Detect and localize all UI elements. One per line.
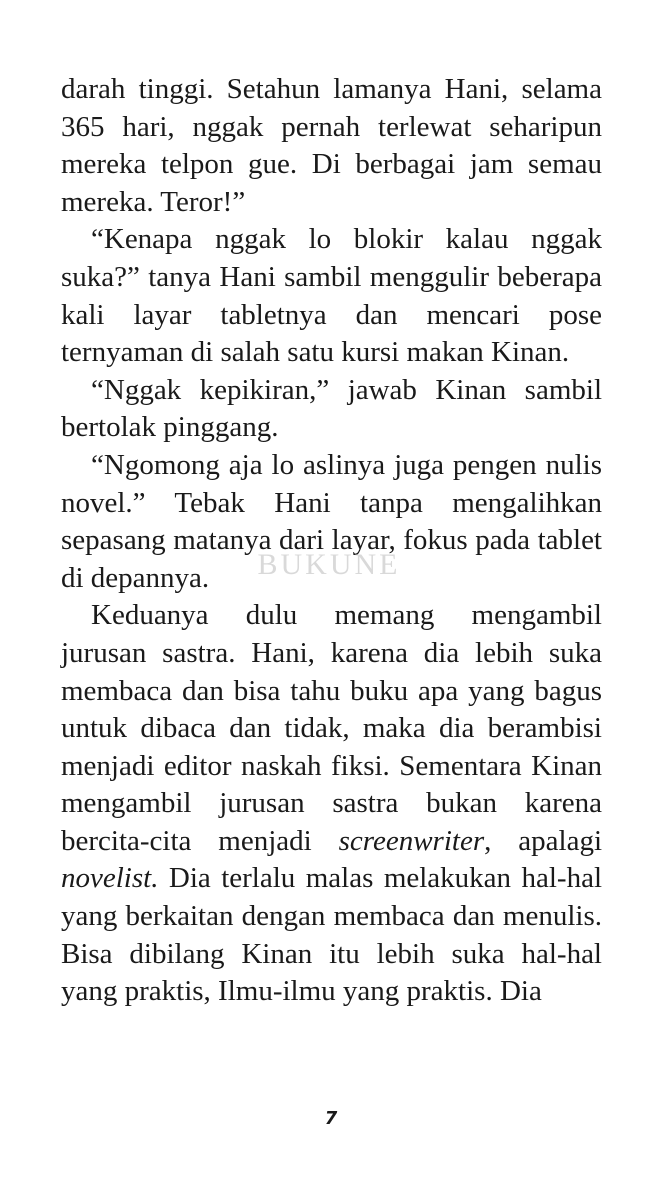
italic-term-novelist: novelist. <box>61 862 159 895</box>
italic-term-screenwriter: screenwriter <box>338 824 485 857</box>
paragraph-3: “Nggak kepikiran,” jawab Kinan sambil bertolak pinggang. <box>61 373 602 444</box>
body-text <box>61 71 602 1011</box>
paragraph-5-part-1: Keduanya dulu memang mengambil jurusan sastra. Hani, karena dia lebih suka membaca dan bisa tahu buku apa yang bagus untuk dibaca dan tidak, maka dia berambisi menjadi editor naskah fiksi. Sementara Kinan mengambil jurusan sastra bukan karena bercita-cita menjadi <box>61 599 602 857</box>
publisher-watermark: BUKUNE <box>257 548 401 581</box>
paragraph-5-part-2: , apalagi <box>484 824 602 857</box>
paragraph-5-part-3: Dia terlalu malas melakukan hal-hal yang berkaitan dengan membaca dan menulis. Bisa dibilang Kinan itu lebih suka hal-hal yang praktis, Ilmu-ilmu yang praktis. Dia <box>61 862 602 1008</box>
paragraph-1: darah tinggi. Setahun lamanya Hani, selama 365 hari, nggak pernah terlewat seharipun mereka telpon gue. Di berbagai jam semau mereka. Teror!” <box>61 73 602 218</box>
paragraph-4: “Ngomong aja lo aslinya juga pengen nulis novel.” Tebak Hani tanpa mengalihkan sepasang matanya dari layar, fokus pada tablet di depannya. <box>61 448 602 594</box>
paragraph-5 <box>61 597 602 1011</box>
page-number: 7 <box>324 1108 338 1129</box>
paragraph-2: “Kenapa nggak lo blokir kalau nggak suka?” tanya Hani sambil menggulir beberapa kali layar tabletnya dan mencari pose ternyaman di salah satu kursi makan Kinan. <box>61 223 602 369</box>
